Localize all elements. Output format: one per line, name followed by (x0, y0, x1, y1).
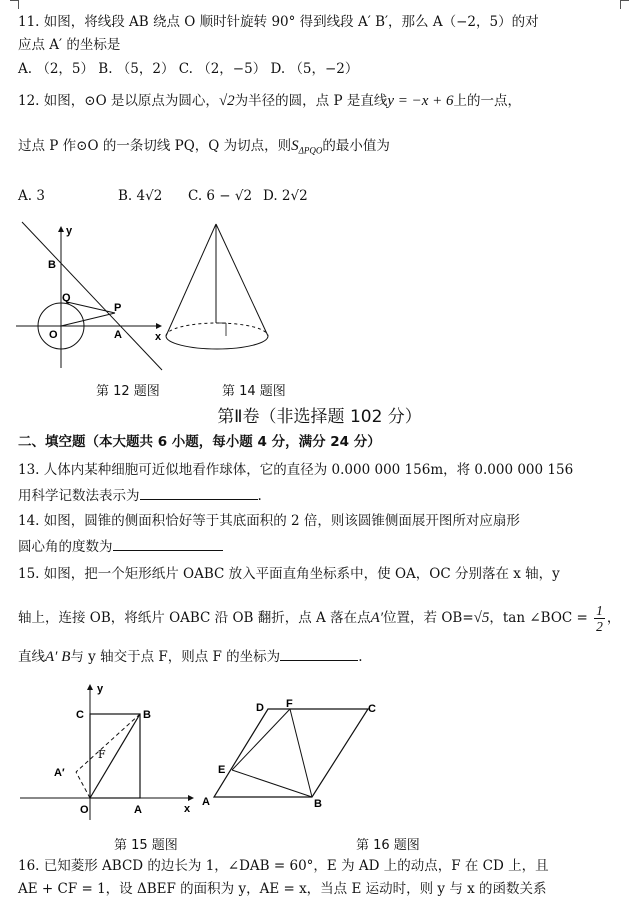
q12-line-equation: y = −x + 6 (387, 93, 454, 109)
q14-answer-blank[interactable] (113, 536, 223, 551)
q11-options: A. （2，5） B. （5，2） C. （2，−5） D. （5，−2） (18, 61, 359, 77)
caption-fig14: 第 14 题图 (222, 384, 286, 399)
fig15-label-a: A (134, 804, 142, 816)
q12-option-a: A. 3 (18, 188, 45, 204)
fig16-label-f: F (286, 698, 293, 710)
fig15-label-b: B (143, 709, 151, 721)
fig16-label-e: E (218, 764, 226, 776)
q12-area-symbol: S (291, 138, 299, 154)
q12-radius: √2 (218, 93, 235, 109)
fig12-label-o: O (49, 329, 58, 341)
fig15-label-f: F (98, 748, 106, 761)
corner-mark-right (620, 0, 629, 9)
fig15-label-a-prime: A′ (54, 767, 65, 779)
fig16-label-a: A (202, 796, 210, 808)
q15-answer-blank[interactable] (280, 646, 358, 661)
q15-line-ab: A′ B (45, 649, 71, 665)
fig12-label-b: B (48, 259, 56, 271)
fig12-label-a: A (114, 329, 122, 341)
q11-line1: 11. 如图，将线段 AB 绕点 O 顺时针旋转 90° 得到线段 A′ B′，那么 A（−2，5）的对 (18, 14, 539, 30)
q16-line1: 16. 已知菱形 ABCD 的边长为 1，∠DAB = 60°，E 为 AD 上的动点，F 在 CD 上，且 (18, 858, 549, 874)
q15-fraction: $\frac{1}{2}$ (596, 603, 603, 634)
fig15-label-y: y (97, 683, 104, 695)
q11-line2: 应点 A′ 的坐标是 (18, 37, 121, 53)
q12-options (18, 187, 308, 205)
figure-12 (10, 218, 170, 373)
q15-point-a-prime: A′ (370, 610, 384, 626)
fig12-label-q: Q (62, 292, 71, 304)
fig12-label-y: y (66, 225, 73, 237)
q12-option-c: C. 6 − √2 (188, 188, 253, 204)
section-2-heading: 第Ⅱ卷（非选择题 102 分） (217, 407, 422, 427)
fig16-label-c: C (368, 703, 376, 715)
q16-line2: AE + CF = 1，设 ΔBEF 的面积为 y，AE = x，当点 E 运动时，则 y 与 x 的函数关系 (18, 881, 547, 897)
q13-answer-blank[interactable] (140, 485, 258, 500)
caption-fig16: 第 16 题图 (356, 838, 420, 853)
q13-line1: 13. 人体内某种细胞可近似地看作球体，它的直径为 0.000 000 156m，将 0.000 000 156 (18, 462, 574, 478)
fig15-label-x: x (184, 803, 191, 815)
caption-fig15: 第 15 题图 (114, 838, 178, 853)
fig16-label-b: B (314, 798, 322, 810)
q15-ob-length: √5 (473, 610, 490, 626)
fig15-label-o: O (80, 804, 89, 816)
q14-line1: 14. 如图，圆锥的侧面积恰好等于其底面积的 2 倍，则该圆锥侧面展开图所对应扇形 (18, 513, 520, 529)
fig15-label-c: C (76, 709, 84, 721)
q14-line2: 圆心角的度数为 (18, 536, 223, 556)
q15-line3: 直线A′ B与 y 轴交于点 F，则点 F 的坐标为 . (18, 646, 362, 666)
figure-16-rhombus (200, 695, 390, 815)
q15-line2: 轴上，连接 OB，将纸片 OABC 沿 OB 翻折，点 A 落在点A′位置，若 OB=√5，tan ∠BOC = $\frac{1}{2}$ ， (18, 603, 621, 634)
part-2-heading: 二、填空题（本大题共 6 小题，每小题 4 分，满分 24 分） (18, 434, 381, 450)
q15-line1: 15. 如图，把一个矩形纸片 OABC 放入平面直角坐标系中，使 OA，OC 分别落在 x 轴，y (18, 566, 560, 582)
caption-fig12: 第 12 题图 (96, 384, 160, 399)
corner-mark-left (10, 0, 19, 9)
figure-14-cone (160, 218, 280, 358)
q12-line1: 12. 如图，⊙O 是以原点为圆心，√2为半径的圆，点 P 是直线y = −x + 6上的一点， (18, 93, 522, 109)
fig12-label-p: P (114, 302, 122, 314)
fig12-label-x: x (155, 331, 162, 343)
q12-option-b: B. 4√2 (118, 188, 163, 204)
fig16-label-d: D (256, 702, 264, 714)
figure-15 (20, 680, 200, 825)
q12-line2: 过点 P 作⊙O 的一条切线 PQ，Q 为切点，则$S_{\Delta PQO}$的最小值为 (18, 138, 390, 156)
q13-line2: 用科学记数法表示为 . (18, 485, 262, 505)
q12-option-d: D. 2√2 (263, 188, 308, 204)
